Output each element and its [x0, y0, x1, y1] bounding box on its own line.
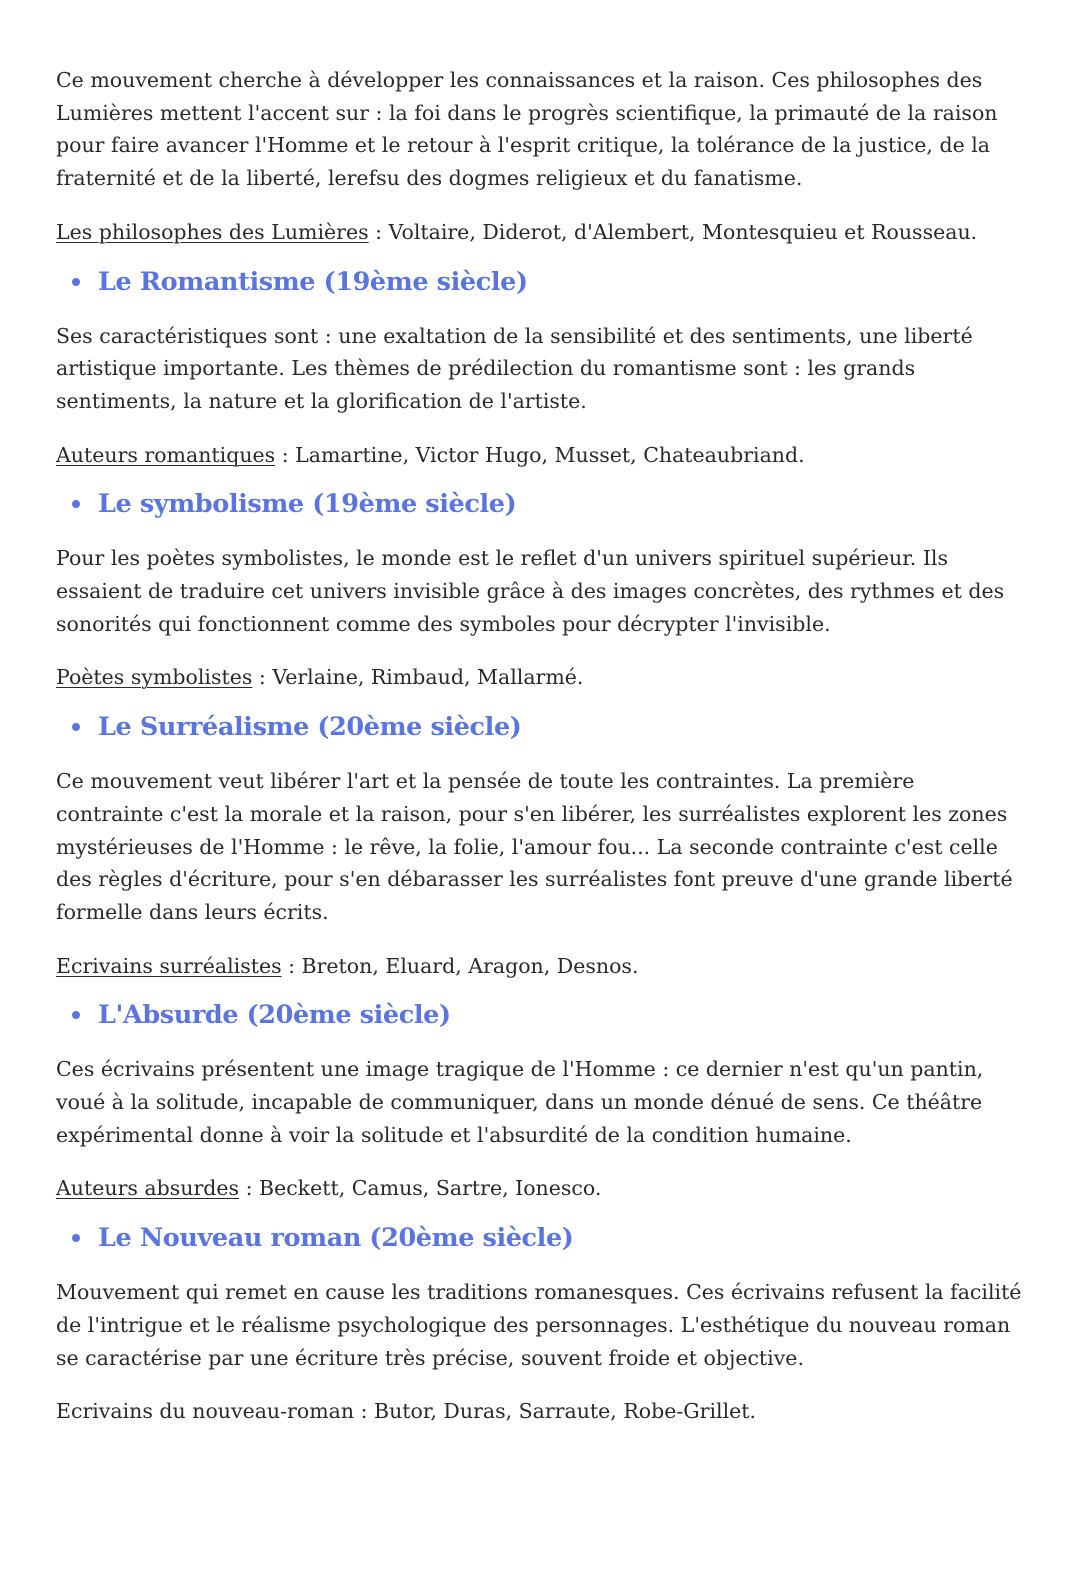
authors-list: : Breton, Eluard, Aragon, Desnos.	[281, 953, 639, 978]
authors-label: Auteurs romantiques	[56, 442, 276, 467]
authors-line	[56, 439, 1028, 472]
authors-list: : Butor, Duras, Sarraute, Robe-Grillet.	[354, 1399, 757, 1424]
authors-line	[56, 950, 1028, 983]
section-heading	[72, 707, 1028, 747]
document-page	[56, 64, 1028, 1441]
section-paragraph: Mouvement qui remet en cause les traditions romanesques. Ces écrivains refusent la facilité de l'intrigue et le réalisme psychologique des personnages. L'esthétique du nouveau roman se caractérise par une écriture très précise, souvent froide et objective.	[56, 1280, 1022, 1370]
authors-line	[56, 1172, 1028, 1205]
authors-label: Poètes symbolistes	[56, 665, 253, 690]
section-title: Le Nouveau roman (20ème siècle)	[98, 1223, 574, 1254]
section-paragraph: Ses caractéristiques sont : une exaltation de la sensibilité et des sentiments, une liberté artistique importante. Les thèmes de prédilection du romantisme sont : les grands sentiments, la nature et la glorification de l'artiste.	[56, 323, 973, 413]
authors-line	[56, 216, 1028, 249]
bullet-icon	[72, 278, 80, 286]
authors-label: Auteurs absurdes	[56, 1176, 240, 1201]
section-paragraph: Ce mouvement veut libérer l'art et la pensée de toute les contraintes. La première contrainte c'est la morale et la raison, pour s'en libérer, les surréalistes explorent les zones mystérieuses de l'Homme : le rêve, la folie, l'amour fou... La seconde contrainte c'est celle des règles d'écriture, pour s'en débarasser les surréalistes font preuve d'une grande liberté formelle dans leurs écrits.	[56, 769, 1013, 924]
section-heading	[72, 262, 1028, 302]
bullet-icon	[72, 500, 80, 508]
section-title: Le symbolisme (19ème siècle)	[98, 489, 517, 520]
authors-line	[56, 1395, 1028, 1428]
bullet-icon	[72, 1234, 80, 1242]
bullet-icon	[72, 723, 80, 731]
section-heading	[72, 1218, 1028, 1258]
section-title: Le Surréalisme (20ème siècle)	[98, 712, 522, 743]
authors-list: : Lamartine, Victor Hugo, Musset, Chateaubriand.	[275, 442, 805, 467]
authors-label: Ecrivains surréalistes	[56, 953, 282, 978]
section-title: Le Romantisme (19ème siècle)	[98, 266, 528, 297]
bullet-icon	[72, 1011, 80, 1019]
section-paragraph: Pour les poètes symbolistes, le monde est le reflet d'un univers spirituel supérieur. Ils essaient de traduire cet univers invisible grâce à des images concrètes, des rythmes et des sonorités qui fonctionnent comme des symboles pour décrypter l'invisible.	[56, 546, 1005, 636]
authors-label: Les philosophes des Lumières	[56, 219, 369, 244]
section-paragraph: Ces écrivains présentent une image tragique de l'Homme : ce dernier n'est qu'un pantin, voué à la solitude, incapable de communiquer, dans un monde dénué de sens. Ce théâtre expérimental donne à voir la solitude et l'absurdité de la condition humaine.	[56, 1057, 984, 1147]
section-title: L'Absurde (20ème siècle)	[98, 1000, 451, 1031]
authors-label: Ecrivains du nouveau-roman	[56, 1399, 355, 1424]
authors-line	[56, 661, 1028, 694]
section-heading	[72, 995, 1028, 1035]
authors-list: : Beckett, Camus, Sartre, Ionesco.	[239, 1176, 602, 1201]
authors-list: : Verlaine, Rimbaud, Mallarmé.	[252, 665, 584, 690]
intro-paragraph: Ce mouvement cherche à développer les connaissances et la raison. Ces philosophes des Lumières mettent l'accent sur : la foi dans le progrès scientifique, la primauté de la raison pour faire avancer l'Homme et le retour à l'esprit critique, la tolérance de la justice, de la fraternité et de la liberté, lerefsu des dogmes religieux et du fanatisme.	[56, 68, 998, 191]
authors-list: : Voltaire, Diderot, d'Alembert, Montesquieu et Rousseau.	[368, 219, 978, 244]
section-heading	[72, 484, 1028, 524]
